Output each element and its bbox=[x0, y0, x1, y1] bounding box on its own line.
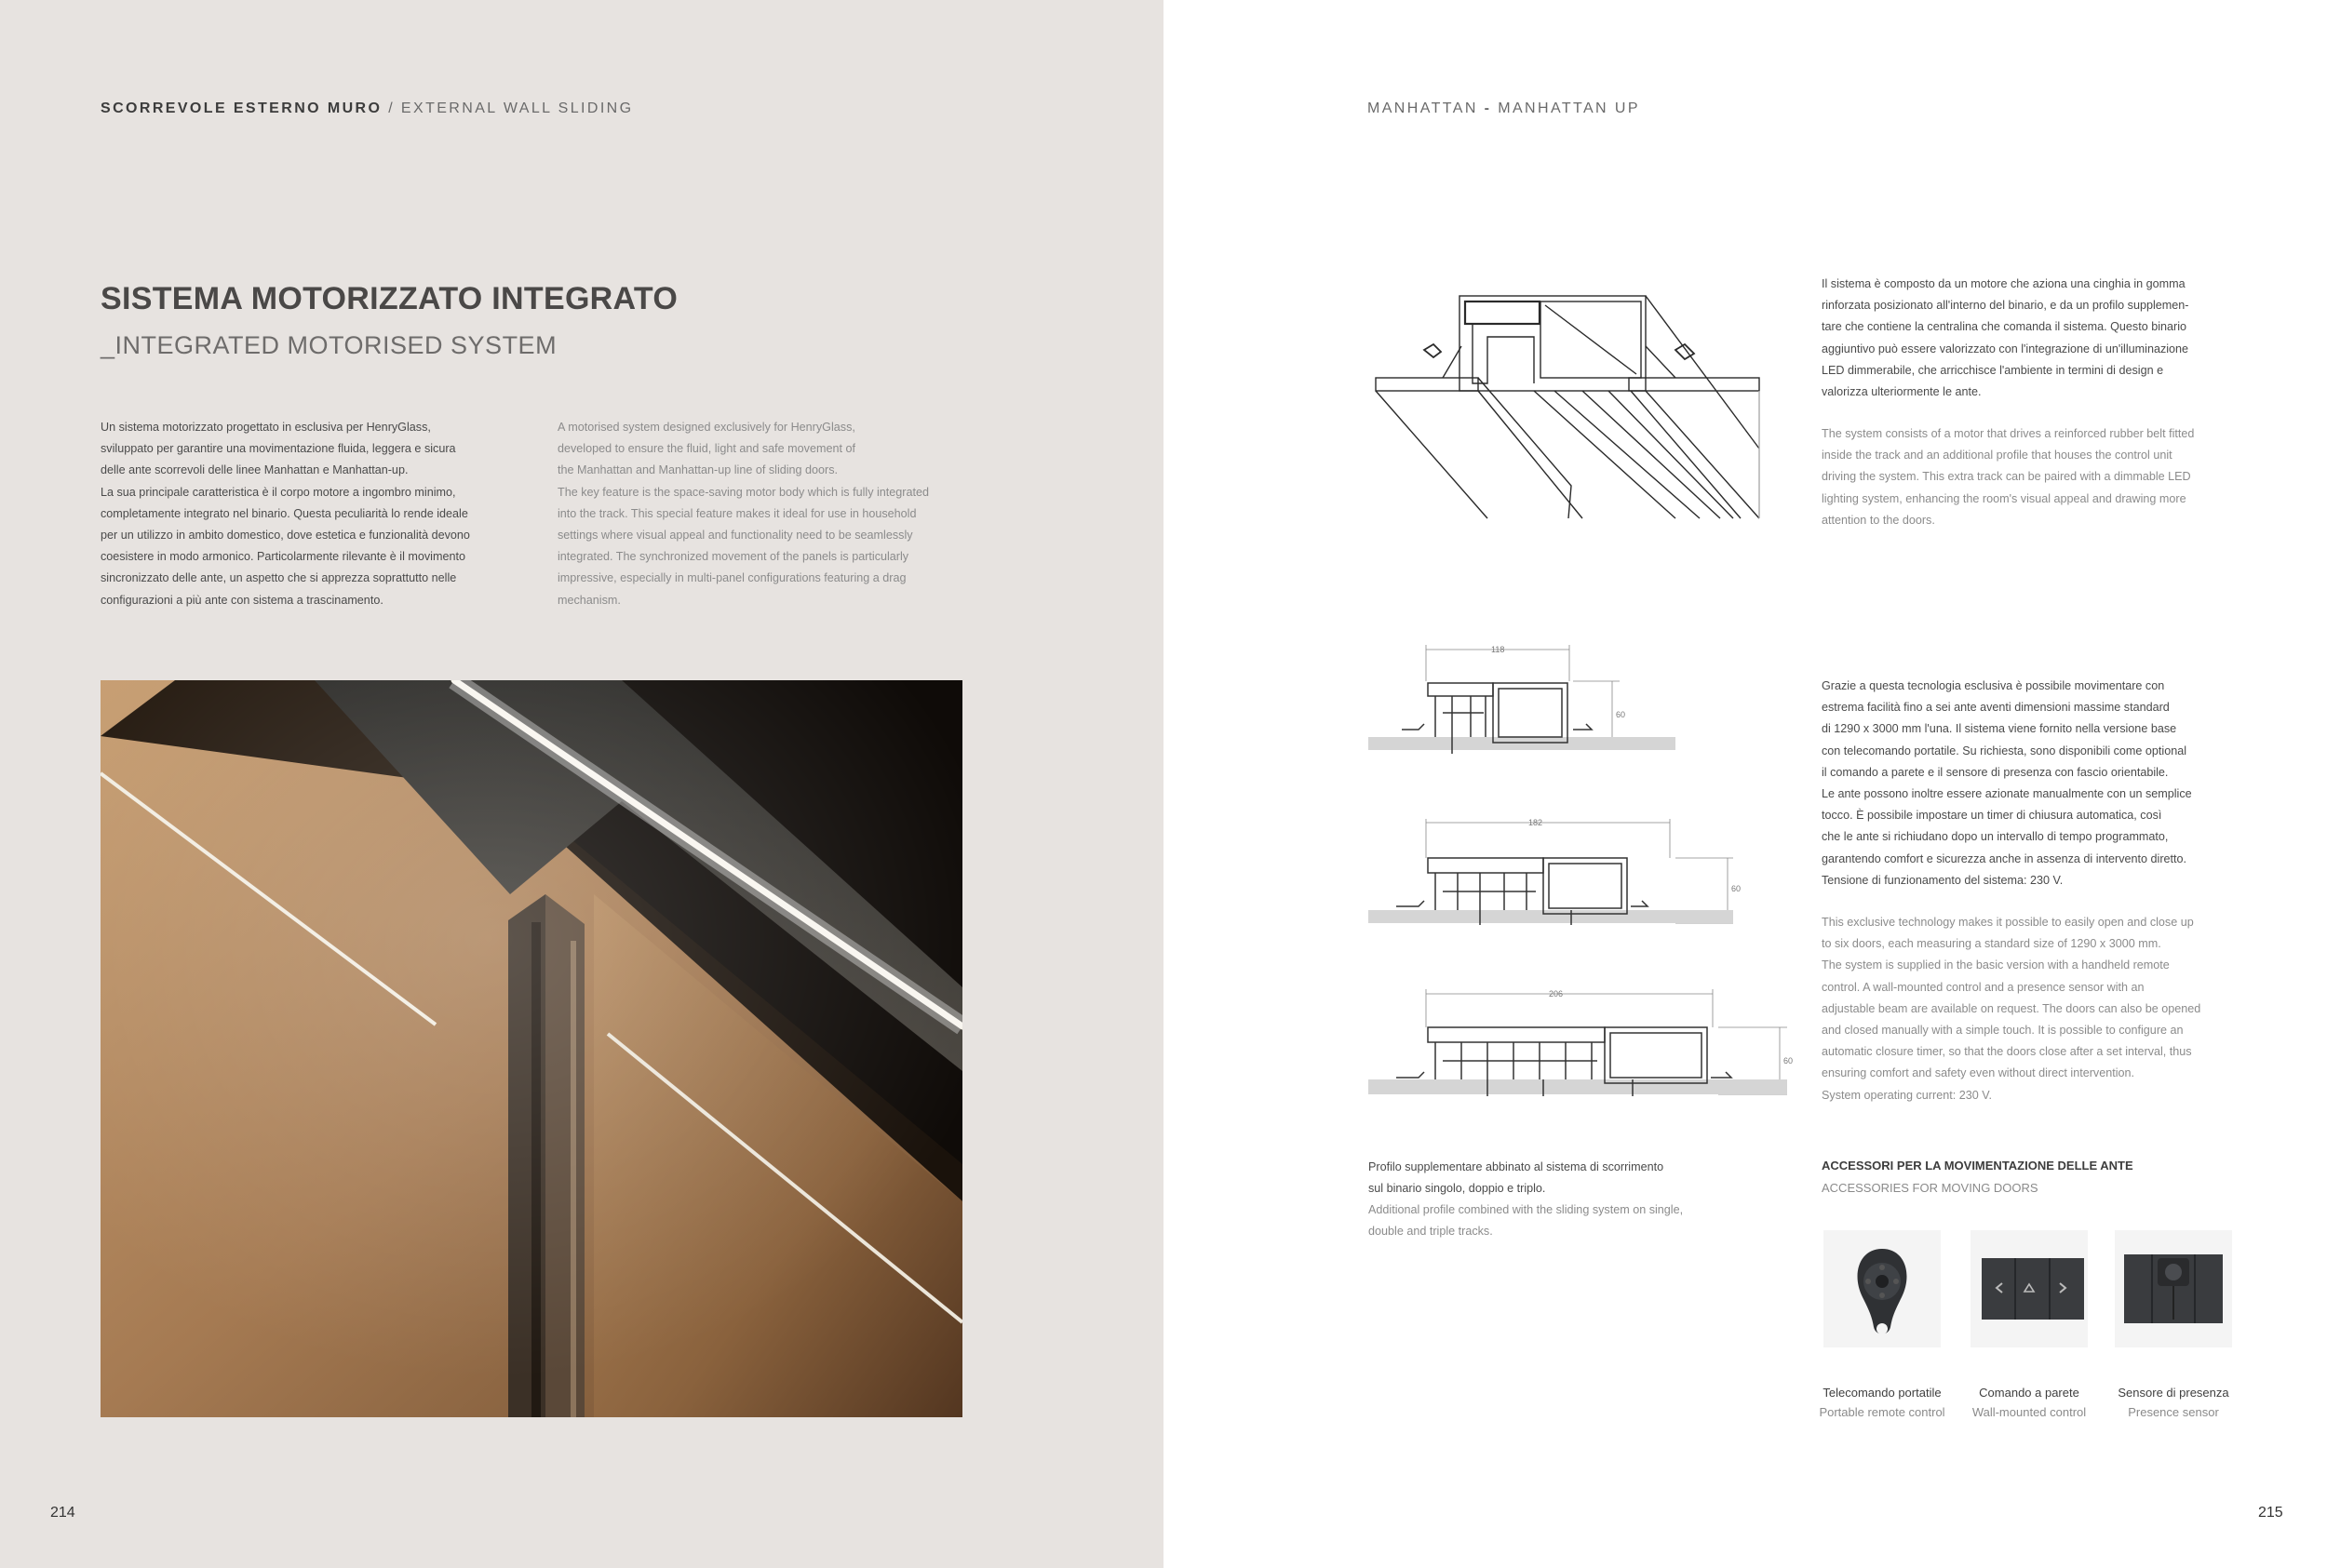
header-separator: - bbox=[1484, 101, 1492, 116]
accessory-presence-sensor bbox=[2110, 1230, 2237, 1419]
product-photo bbox=[101, 680, 962, 1417]
text-line: con telecomando portatile. Su richiesta, sono disponibili come optional bbox=[1822, 744, 2187, 757]
text-line: di 1290 x 3000 mm l'una. Il sistema viene fornito nella versione base bbox=[1822, 722, 2177, 736]
text-line: into the track. This special feature makes it ideal for use in household bbox=[558, 506, 917, 520]
section-triple-track bbox=[1368, 986, 1796, 1106]
left-page-header bbox=[101, 101, 634, 117]
text-line: settings where visual appeal and functionality need to be seamlessly bbox=[558, 529, 913, 543]
text-line: che le ante si richiudano dopo un intervallo di tempo programmato, bbox=[1822, 830, 2169, 844]
page-number-right: 215 bbox=[2258, 1505, 2283, 1521]
text-line: valorizza ulteriormente le ante. bbox=[1822, 385, 1982, 399]
text-line: the Manhattan and Manhattan-up line of sliding doors. bbox=[558, 463, 839, 477]
profile-caption-en bbox=[1368, 1199, 1683, 1242]
text-line: sviluppato per garantire una movimentazione fluida, leggera e sicura bbox=[101, 442, 456, 456]
technology-text-it bbox=[1822, 676, 2192, 891]
text-line: to six doors, each measuring a standard size of 1290 x 3000 mm. bbox=[1822, 937, 2161, 951]
accessory-label: Telecomando portatile bbox=[1823, 1386, 1942, 1400]
text-line: automatic closure timer, so that the doors close after a set interval, thus bbox=[1822, 1045, 2192, 1059]
accessory-label-en: Presence sensor bbox=[2128, 1405, 2219, 1419]
section-single-track bbox=[1368, 640, 1685, 759]
header-series: MANHATTAN bbox=[1367, 101, 1478, 116]
motorised-track-photo bbox=[101, 680, 962, 1417]
accessory-wall-control bbox=[1966, 1230, 2092, 1419]
text-line: mechanism. bbox=[558, 593, 621, 607]
text-line: control. A wall-mounted control and a presence sensor with an bbox=[1822, 980, 2145, 994]
page-subtitle: _INTEGRATED MOTORISED SYSTEM bbox=[101, 331, 558, 359]
page-number-left: 214 bbox=[50, 1505, 75, 1521]
remote-control-icon bbox=[1823, 1230, 1941, 1347]
accessory-label: Comando a parete bbox=[1979, 1386, 2079, 1400]
text-line: aggiuntivo può essere valorizzato con l'integrazione di un'illuminazione bbox=[1822, 342, 2189, 355]
text-line: driving the system. This extra track can be paired with a dimmable LED bbox=[1822, 470, 2191, 484]
text-line: Le ante possono inoltre essere azionate manualmente con un semplice bbox=[1822, 787, 2192, 801]
text-line: Additional profile combined with the sliding system on single, bbox=[1368, 1203, 1684, 1216]
intro-text-it bbox=[101, 417, 470, 611]
text-line: tare che contiene la centralina che comanda il sistema. Questo binario bbox=[1822, 320, 2187, 334]
text-line: The key feature is the space-saving motor body which is fully integrated bbox=[558, 485, 930, 499]
right-page-header bbox=[1367, 101, 1640, 117]
accessory-label: Sensore di presenza bbox=[2118, 1386, 2229, 1400]
text-line: delle ante scorrevoli delle linee Manhattan e Manhattan-up. bbox=[101, 463, 409, 477]
accessory-label-en: Wall-mounted control bbox=[1971, 1405, 2087, 1419]
text-line: impressive, especially in multi-panel configurations featuring a drag bbox=[558, 571, 907, 585]
right-page bbox=[1164, 0, 2327, 1568]
text-line: configurazioni a più ante con sistema a trascinamento. bbox=[101, 593, 383, 607]
page-title: SISTEMA MOTORIZZATO INTEGRATO bbox=[101, 281, 679, 316]
intro-text-en bbox=[558, 417, 929, 611]
section-double-track bbox=[1368, 817, 1759, 936]
accessories-title: ACCESSORI PER LA MOVIMENTAZIONE DELLE ANTE bbox=[1822, 1159, 2133, 1173]
text-line: ensuring comfort and safety even without direct intervention. bbox=[1822, 1066, 2135, 1080]
text-line: adjustable beam are available on request. The doors can also be opened bbox=[1822, 1001, 2201, 1015]
text-line: Un sistema motorizzato progettato in esclusiva per HenryGlass, bbox=[101, 421, 431, 434]
text-line: estrema facilità fino a sei ante aventi dimensioni massime standard bbox=[1822, 701, 2170, 715]
dim-width-triple: 206 bbox=[1549, 989, 1564, 998]
text-line: inside the track and an additional profile that houses the control unit bbox=[1822, 449, 2172, 462]
dim-height-triple: 60 bbox=[1783, 1056, 1794, 1065]
system-text-it bbox=[1822, 274, 2188, 403]
accessories-subtitle: ACCESSORIES FOR MOVING DOORS bbox=[1822, 1181, 2038, 1195]
text-line: Tensione di funzionamento del sistema: 230 V. bbox=[1822, 873, 2064, 887]
header-category-en: EXTERNAL WALL SLIDING bbox=[400, 101, 634, 116]
text-line: lighting system, enhancing the room's visual appeal and drawing more bbox=[1822, 491, 2186, 505]
text-line: coesistere in modo armonico. Particolarmente rilevante è il movimento bbox=[101, 550, 465, 564]
profile-caption-it bbox=[1368, 1157, 1663, 1199]
text-line: System operating current: 230 V. bbox=[1822, 1088, 1992, 1102]
presence-sensor-icon bbox=[2115, 1230, 2232, 1347]
text-line: double and triple tracks. bbox=[1368, 1225, 1493, 1239]
text-line: Grazie a questa tecnologia esclusiva è possibile movimentare con bbox=[1822, 679, 2165, 692]
text-line: completamente integrato nel binario. Questa peculiarità lo rende ideale bbox=[101, 506, 468, 520]
text-line: il comando a parete e il sensore di presenza con fascio orientabile. bbox=[1822, 765, 2169, 779]
text-line: garantendo comfort e sicurezza anche in assenza di intervento diretto. bbox=[1822, 851, 2187, 865]
dim-width-single: 118 bbox=[1491, 645, 1505, 654]
dim-height-single: 60 bbox=[1616, 710, 1626, 719]
text-line: integrated. The synchronized movement of the panels is particularly bbox=[558, 550, 909, 564]
wall-control-icon bbox=[1971, 1230, 2088, 1347]
text-line: The system is supplied in the basic version with a handheld remote bbox=[1822, 958, 2170, 972]
text-line: sincronizzato delle ante, un aspetto che si apprezza soprattutto nelle bbox=[101, 571, 457, 585]
text-line: sul binario singolo, doppio e triplo. bbox=[1368, 1182, 1546, 1196]
system-text-en bbox=[1822, 423, 2194, 531]
dim-width-double: 182 bbox=[1528, 818, 1543, 827]
text-line: tocco. È possibile impostare un timer di chiusura automatica, così bbox=[1822, 809, 2162, 823]
technology-text-en bbox=[1822, 912, 2200, 1106]
text-line: Profilo supplementare abbinato al sistema di scorrimento bbox=[1368, 1160, 1664, 1173]
accessory-remote-control bbox=[1819, 1230, 1945, 1419]
text-line: LED dimmerabile, che arricchisce l'ambiente in termini di design e bbox=[1822, 363, 2164, 377]
text-line: rinforzata posizionato all'interno del binario, e da un profilo supplemen- bbox=[1822, 299, 2189, 313]
accessory-label-en: Portable remote control bbox=[1819, 1405, 1945, 1419]
text-line: developed to ensure the fluid, light and safe movement of bbox=[558, 442, 855, 456]
header-series-up: MANHATTAN UP bbox=[1498, 101, 1640, 116]
text-line: Il sistema è composto da un motore che aziona una cinghia in gomma bbox=[1822, 277, 2186, 290]
text-line: attention to the doors. bbox=[1822, 513, 1935, 527]
text-line: A motorised system designed exclusively for HenryGlass, bbox=[558, 421, 855, 434]
header-separator: / bbox=[388, 101, 396, 116]
text-line: and closed manually with a simple touch. It is possible to configure an bbox=[1822, 1024, 2184, 1038]
track-isometric-drawing bbox=[1368, 290, 1778, 523]
text-line: per un utilizzo in ambito domestico, dove estetica e funzionalità devono bbox=[101, 529, 470, 543]
text-line: La sua principale caratteristica è il corpo motore a ingombro minimo, bbox=[101, 485, 456, 499]
dim-height-double: 60 bbox=[1731, 884, 1742, 893]
text-line: The system consists of a motor that drives a reinforced rubber belt fitted bbox=[1822, 427, 2195, 440]
text-line: This exclusive technology makes it possible to easily open and close up bbox=[1822, 916, 2194, 929]
header-category-it: SCORREVOLE ESTERNO MURO bbox=[101, 101, 383, 116]
